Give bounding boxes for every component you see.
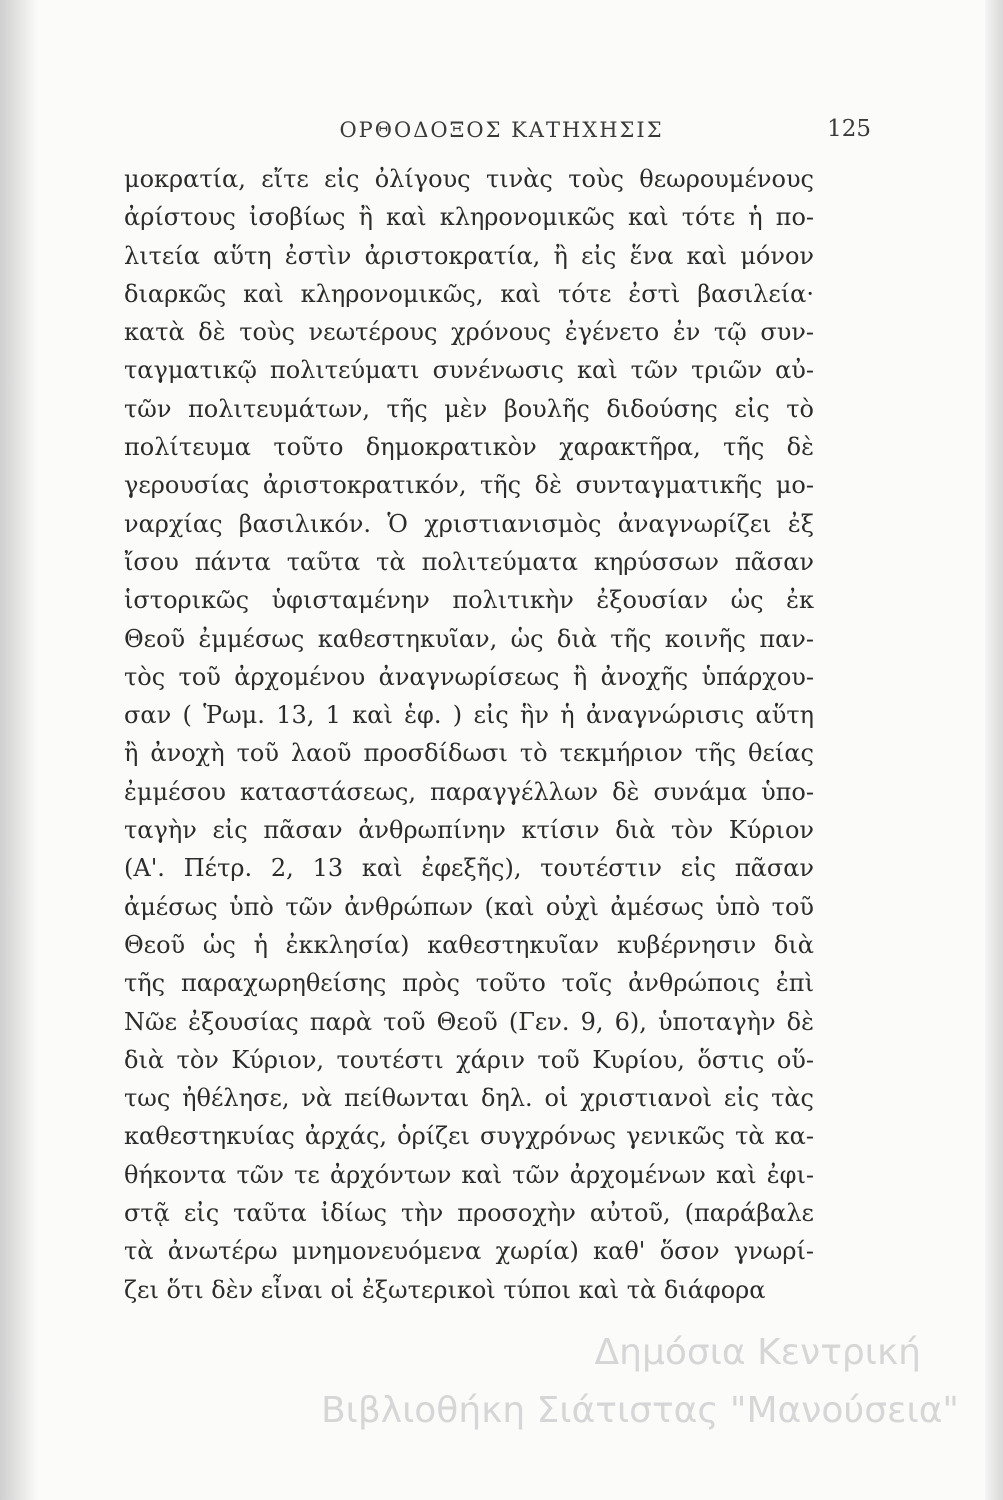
text-line: Νῶε ἐξουσίας παρὰ τοῦ Θεοῦ (Γεν. 9, 6), ὑποταγὴν δὲ bbox=[124, 1007, 814, 1036]
text-line: σαν ( Ῥωμ. 13, 1 καὶ ἑφ. ) εἰς ἣν ἡ ἀναγνώρισις αὕτη bbox=[124, 701, 814, 730]
text-line: ἀμέσως ὑπὸ τῶν ἀνθρώπων (καὶ οὐχὶ ἀμέσως ὑπὸ τοῦ bbox=[124, 892, 814, 921]
text-line: πολίτευμα τοῦτο δημοκρατικὸν χαρακτῆρα, τῆς δὲ bbox=[124, 433, 814, 462]
page-gutter-shadow bbox=[0, 0, 38, 1500]
text-line: στᾷ εἰς ταῦτα ἰδίως τὴν προσοχὴν αὐτοῦ, (παράβαλε bbox=[124, 1199, 814, 1228]
running-header-title: ΟΡΘΟΔΟΞΟΣ ΚΑΤΗΧΗΣΙΣ bbox=[339, 118, 664, 142]
text-line: καθεστηκυίας ἀρχάς, ὁρίζει συγχρόνως γενικῶς τὰ κα- bbox=[124, 1122, 814, 1151]
library-watermark-line2: Βιβλιοθήκη Σιάτιστας "Μανούσεια" bbox=[320, 1390, 959, 1431]
body-text bbox=[124, 160, 814, 1309]
text-line: κατὰ δὲ τοὺς νεωτέρους χρόνους ἐγένετο ἐν τῷ συν- bbox=[124, 318, 814, 347]
text-line: (Α'. Πέτρ. 2, 13 καὶ ἐφεξῆς), τουτέστιν εἰς πᾶσαν bbox=[124, 854, 814, 883]
text-line: θήκοντα τῶν τε ἀρχόντων καὶ τῶν ἀρχομένων καὶ ἐφι- bbox=[124, 1160, 814, 1189]
text-line: ταγματικῷ πολιτεύματι συνένωσις καὶ τῶν τριῶν αὐ- bbox=[124, 356, 814, 385]
text-line: Θεοῦ ὡς ἡ ἐκκλησία) καθεστηκυῖαν κυβέρνησιν διὰ bbox=[124, 930, 814, 959]
text-line: διαρκῶς καὶ κληρονομικῶς, καὶ τότε ἐστὶ βασιλεία· bbox=[124, 279, 814, 308]
text-line: ζει ὅτι δὲν εἶναι οἱ ἐξωτερικοὶ τύποι καὶ τὰ διάφορα bbox=[124, 1275, 766, 1304]
text-line: ἐμμέσου καταστάσεως, παραγγέλλων δὲ συνάμα ὑπο- bbox=[124, 777, 814, 806]
page-number: 125 bbox=[827, 116, 871, 142]
text-line: γερουσίας ἀριστοκρατικόν, τῆς δὲ συνταγματικῆς μο- bbox=[124, 471, 814, 500]
text-line: τὸς τοῦ ἀρχομένου ἀναγνωρίσεως ἢ ἀνοχῆς ὑπάρχου- bbox=[124, 662, 814, 691]
text-line: ἢ ἀνοχὴ τοῦ λαοῦ προσδίδωσι τὸ τεκμήριον τῆς θείας bbox=[124, 739, 814, 768]
text-line: λιτεία αὕτη ἐστὶν ἀριστοκρατία, ἢ εἰς ἕνα καὶ μόνον bbox=[124, 241, 814, 270]
text-line: Θεοῦ ἐμμέσως καθεστηκυῖαν, ὡς διὰ τῆς κοινῆς παν- bbox=[124, 624, 814, 653]
library-watermark-line1: Δημόσια Κεντρική bbox=[594, 1332, 921, 1373]
text-line: ἀρίστους ἰσοβίως ἢ καὶ κληρονομικῶς καὶ τότε ἡ πο- bbox=[124, 203, 814, 232]
text-line: διὰ τὸν Κύριον, τουτέστι χάριν τοῦ Κυρίου, ὅστις οὕ- bbox=[124, 1045, 814, 1074]
text-line: τῶν πολιτευμάτων, τῆς μὲν βουλῆς διδούσης εἰς τὸ bbox=[124, 394, 814, 423]
text-line: μοκρατία, εἴτε εἰς ὀλίγους τινὰς τοὺς θεωρουμένους bbox=[124, 165, 814, 193]
text-line: τὰ ἀνωτέρω μνημονευόμενα χωρία) καθ' ὅσον γνωρί- bbox=[124, 1237, 814, 1266]
text-line: ταγὴν εἰς πᾶσαν ἀνθρωπίνην κτίσιν διὰ τὸν Κύριον bbox=[124, 816, 814, 845]
text-line: ἴσου πάντα ταῦτα τὰ πολιτεύματα κηρύσσων πᾶσαν bbox=[124, 547, 814, 576]
text-line: ἱστορικῶς ὑφισταμένην πολιτικὴν ἐξουσίαν ὡς ἐκ bbox=[124, 586, 814, 615]
text-line: τῆς παραχωρηθείσης πρὸς τοῦτο τοῖς ἀνθρώποις ἐπὶ bbox=[124, 969, 814, 998]
text-line: ναρχίας βασιλικόν. Ὁ χριστιανισμὸς ἀναγνωρίζει ἐξ bbox=[124, 509, 814, 538]
page-edge-shadow bbox=[985, 0, 1003, 1500]
text-line: τως ἠθέλησε, νὰ πείθωνται δηλ. οἱ χριστιανοὶ εἰς τὰς bbox=[124, 1084, 814, 1113]
